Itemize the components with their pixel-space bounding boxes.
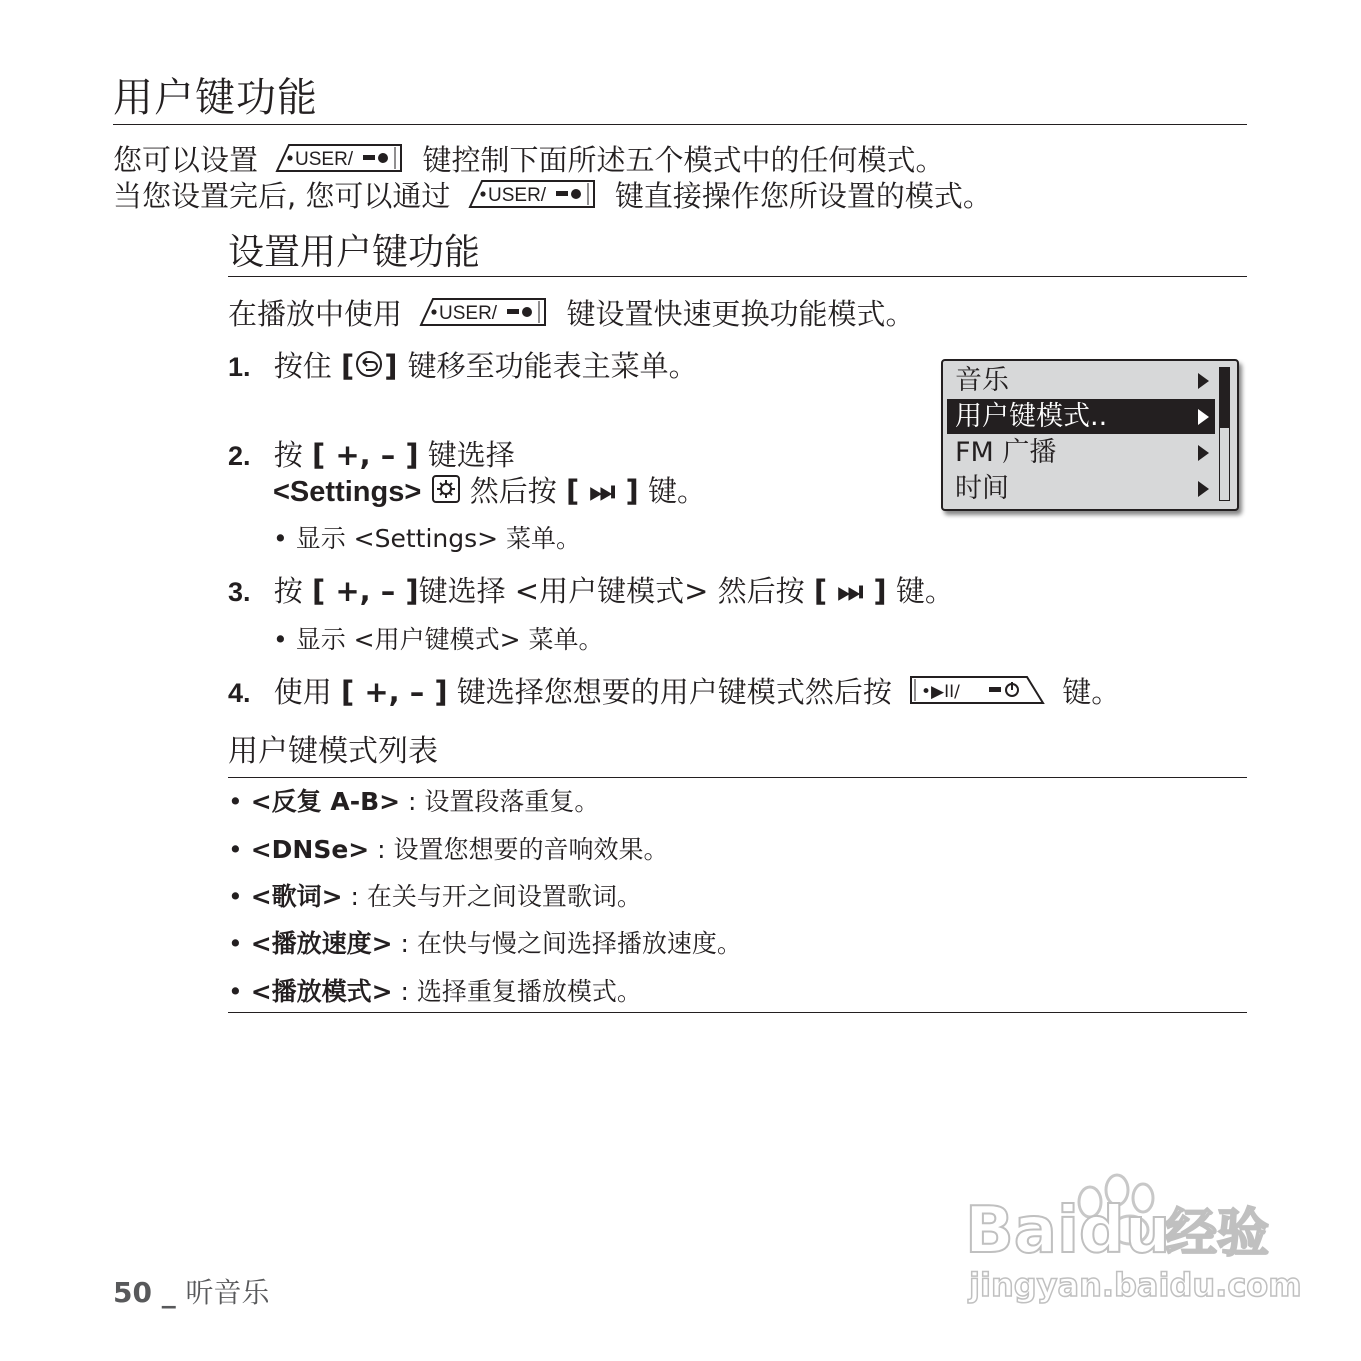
- step-text: 按: [273, 574, 312, 608]
- step-text: 键选择 <: [418, 574, 540, 608]
- step-text: 键移至功能表主菜单。: [407, 349, 698, 383]
- lead-text: 在播放中使用: [228, 297, 403, 331]
- step-text: 键。: [1053, 675, 1121, 709]
- menu-item-user-key-mode: [947, 399, 1215, 434]
- page-number: 50: [113, 1276, 152, 1309]
- menu-item-label: 音乐: [955, 365, 1009, 396]
- step-text: 键选择您想要的用户键模式然后按: [447, 675, 892, 709]
- arrow-right-icon: [1198, 373, 1209, 389]
- step-text: > 然后按: [684, 574, 814, 608]
- next-key: [ ⏭ ]: [813, 574, 887, 608]
- menu-item-label: 用户键模式..: [955, 401, 1108, 432]
- plus-minus-key: [ +, – ]: [311, 438, 419, 472]
- step-text: 键。: [886, 574, 954, 608]
- step-text: 按: [273, 438, 312, 472]
- page-footer: [113, 1276, 269, 1310]
- step-number: 4.: [228, 678, 251, 708]
- user-key-icon: [468, 179, 598, 217]
- section-title: 设置用户键功能: [228, 232, 481, 273]
- step-2-line-2: [273, 473, 706, 512]
- menu-item-music: [947, 363, 1215, 398]
- page-title: 用户键功能: [113, 75, 318, 121]
- mode-key: <播放速度>: [250, 929, 393, 958]
- mode-key: <反复 A-B>: [250, 787, 401, 816]
- mode-item: • <播放模式> : 选择重复播放模式。: [228, 977, 642, 1006]
- mode-desc: : 设置段落重复。: [400, 787, 600, 816]
- title-rule: [113, 124, 1247, 125]
- intro-text: 键直接操作您所设置的模式。: [614, 179, 992, 213]
- user-key-icon: [275, 143, 405, 181]
- step-3-note: • 显示 <用户键模式> 菜单。: [273, 625, 604, 654]
- step-text: 按住: [273, 349, 341, 383]
- back-icon: [354, 349, 384, 387]
- step-2-note: • 显示 <Settings> 菜单。: [273, 524, 582, 553]
- footer-separator: _: [151, 1276, 186, 1309]
- step-text: 使用: [273, 675, 341, 709]
- user-key-icon: [419, 297, 549, 335]
- intro-text: 您可以设置: [113, 143, 259, 177]
- lead-text: 键设置快速更换功能模式。: [566, 297, 915, 331]
- watermark-url: jingyan.baidu.com: [969, 1266, 1302, 1304]
- intro-line-2: [113, 178, 992, 217]
- section-lead: [228, 296, 914, 335]
- menu-scrollbar: [1219, 367, 1230, 501]
- step-number: 2.: [228, 441, 251, 471]
- bracket: [: [340, 349, 355, 383]
- menu-item-fm-radio: [947, 435, 1215, 470]
- step-number: 3.: [228, 577, 251, 607]
- svg-text:USER/: USER/: [295, 149, 354, 170]
- mode-item: • <播放速度> : 在快与慢之间选择播放速度。: [228, 929, 742, 958]
- play-power-key-icon: [909, 675, 1045, 713]
- svg-text:•▶II/: •▶II/: [921, 682, 960, 702]
- mode-desc: : 在关与开之间设置歌词。: [342, 882, 642, 911]
- settings-icon: [431, 474, 461, 512]
- menu-item-time: [947, 471, 1215, 506]
- step-4: [228, 674, 1120, 713]
- arrow-right-icon: [1198, 409, 1209, 425]
- mode-desc: : 在快与慢之间选择播放速度。: [392, 929, 742, 958]
- intro-text: 键控制下面所述五个模式中的任何模式。: [422, 143, 945, 177]
- mode-label: 用户键模式: [539, 574, 685, 608]
- modes-rule-top: [228, 777, 1247, 778]
- arrow-right-icon: [1198, 481, 1209, 497]
- intro-text: 当您设置完后, 您可以通过: [113, 179, 451, 213]
- intro-line-1: [113, 142, 944, 181]
- device-menu-screen: [941, 359, 1239, 511]
- arrow-right-icon: [1198, 445, 1209, 461]
- footer-section: 听音乐: [185, 1276, 270, 1309]
- section-rule: [228, 276, 1247, 277]
- svg-text:USER/: USER/: [487, 185, 546, 206]
- mode-item: • <反复 A-B> : 设置段落重复。: [228, 787, 600, 816]
- baidu-watermark: [965, 1160, 1302, 1310]
- menu-item-label: 时间: [955, 473, 1009, 504]
- mode-key: <歌词>: [250, 882, 343, 911]
- step-2: [228, 437, 515, 474]
- mode-desc: : 选择重复播放模式。: [392, 977, 642, 1006]
- step-number: 1.: [228, 352, 251, 382]
- menu-scroll-thumb: [1220, 368, 1229, 428]
- watermark-brand: Baidu: [965, 1194, 1171, 1268]
- modes-rule-bottom: [228, 1012, 1247, 1013]
- mode-key: <播放模式>: [250, 977, 393, 1006]
- watermark-jingyan: 经验: [1165, 1204, 1270, 1264]
- step-text: 键选择: [418, 438, 515, 472]
- step-1: [228, 348, 698, 387]
- plus-minus-key: [ +, – ]: [311, 574, 419, 608]
- settings-label: <Settings>: [273, 476, 422, 508]
- step-3: [228, 573, 954, 610]
- mode-key: <DNSe>: [250, 835, 370, 864]
- mode-item: • <DNSe> : 设置您想要的音响效果。: [228, 835, 669, 864]
- next-key: [ ⏭ ]: [565, 474, 639, 508]
- svg-text:USER/: USER/: [439, 303, 498, 324]
- step-text: 然后按: [460, 474, 566, 508]
- menu-item-label: FM 广播: [955, 437, 1057, 468]
- modes-title: 用户键模式列表: [228, 734, 438, 769]
- step-text: 键。: [638, 474, 706, 508]
- plus-minus-key: [ +, – ]: [340, 675, 448, 709]
- mode-item: • <歌词> : 在关与开之间设置歌词。: [228, 882, 642, 911]
- bracket: ]: [384, 349, 408, 383]
- mode-desc: : 设置您想要的音响效果。: [369, 835, 669, 864]
